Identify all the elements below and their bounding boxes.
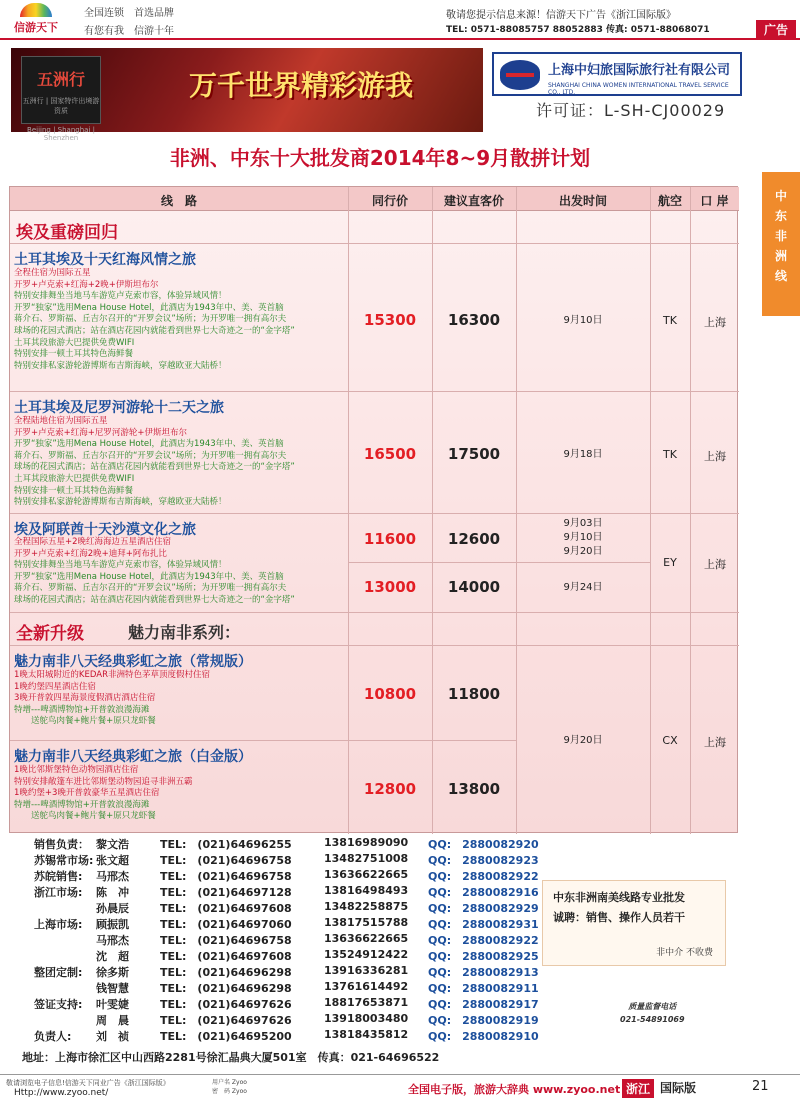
contact-tel: TEL: (021)64696758 (160, 870, 292, 883)
trade-price: 11600 (363, 530, 417, 548)
wuzhouxing-cities: Beijing | Shanghai | Shenzhen (27, 126, 95, 142)
contact-name: 黎文浩 (96, 838, 129, 851)
airline: TK (663, 448, 677, 461)
departure-date: 9月20日 (563, 735, 603, 746)
contact-tel: TEL: (021)64697060 (160, 918, 292, 931)
divider (516, 187, 517, 834)
retail-price: 17500 (447, 445, 501, 463)
route-title: 埃及阿联酋十天沙漠文化之旅 (14, 522, 196, 538)
divider (10, 645, 739, 646)
trade-price: 12800 (363, 780, 417, 798)
departure-date: 9月24日 (563, 582, 603, 593)
contact-name: 徐多斯 (96, 966, 129, 979)
col-trade-price: 同行价 (371, 194, 408, 208)
brand-logo (6, 3, 66, 37)
contact-tel: TEL: (021)64697608 (160, 950, 292, 963)
contact-mob: 13524912422 (324, 948, 409, 961)
contact-qq: QQ: 2880082910 (428, 1030, 539, 1043)
contact-mob: 13636622665 (324, 868, 409, 881)
section-south-africa: 魅力南非系列： (128, 623, 241, 642)
contact-qq: QQ: 2880082919 (428, 1014, 539, 1027)
col-airline: 航空 (657, 194, 682, 208)
contact-tel: TEL: (021)64696255 (160, 838, 292, 851)
page-number: 21 (752, 1079, 769, 1094)
contact-tel: TEL: (021)64697626 (160, 998, 292, 1011)
divider (10, 612, 739, 613)
contact-qq: QQ: 2880082922 (428, 934, 539, 947)
wuzhouxing-sub: 五洲行 | 国家特许出境游资质 (22, 97, 100, 115)
departure-date: 9月10日 (563, 315, 603, 326)
contact-name: 马邢杰 (96, 870, 129, 883)
trade-price: 10800 (363, 685, 417, 703)
contact-name: 叶雯婕 (96, 998, 129, 1011)
divider (10, 513, 739, 514)
header-notice: 敬请您提示信息来源！信游天下广告《浙江国际版》 (446, 10, 676, 21)
contact-name: 马邢杰 (96, 934, 129, 947)
ad-tag: 广告 (756, 20, 796, 39)
contact-role: 浙江市场: (34, 886, 83, 899)
contact-qq: QQ: 2880082925 (428, 950, 539, 963)
contact-mob: 13816498493 (324, 884, 409, 897)
route-details: 全程国际五星+2晚红海海边五星酒店住宿 开罗+卢克索+红海2晚+迪拜+阿布扎比 特别安排舞坐当地马车游览卢克索市容，体验异域风情！ 开罗“独家”选用Mena House Hotel，此酒店为1943年中、美、英首脑 蒋介石、罗斯福、丘吉尔召开的“开罗会议”场所；为开罗唯一拥有高尔夫 球场的花园式酒店；站在酒店花园内就能看到世界七大奇迹之一的“金字塔” (14, 537, 295, 605)
airline: EY (663, 556, 677, 569)
contact-qq: QQ: 2880082920 (428, 838, 539, 851)
company-name: 上海中妇旅国际旅行社有限公司 (548, 63, 731, 78)
wuzhouxing-logo-text: 五洲行 (36, 70, 85, 89)
page-footer (0, 1074, 800, 1100)
company-name-en: SHANGHAI CHINA WOMEN INTERNATIONAL TRAVEL SERVICE CO., LTD. (548, 82, 729, 96)
trade-price: 13000 (363, 578, 417, 596)
sun-logo-icon (20, 3, 52, 17)
contact-mob: 13816989090 (324, 836, 409, 849)
port: 上海 (704, 736, 726, 749)
airline: CX (662, 734, 678, 747)
wuzhouxing-logo (21, 56, 101, 142)
contact-mob: 13482751008 (324, 852, 409, 865)
footer-edition: 国际版 (660, 1081, 697, 1095)
retail-price: 14000 (447, 578, 501, 596)
slogan-1: 全国连锁 首选品牌 (84, 8, 174, 19)
contact-role: 苏皖销售: (34, 870, 83, 883)
col-port: 口 岸 (700, 194, 729, 208)
license-number: 许可证：L-SH-CJ00029 (536, 101, 726, 120)
contact-role: 销售负责： (34, 838, 89, 851)
header-contact: TEL: 0571-88085757 88052883 传真: 0571-88068071 (446, 25, 710, 35)
contact-name: 周 晨 (96, 1014, 129, 1027)
page-title: 非洲、中东十大批发商2014年8~9月散拼计划 (169, 146, 591, 170)
retail-price: 13800 (447, 780, 501, 798)
contact-mob: 13818435812 (324, 1028, 409, 1041)
contact-qq: QQ: 2880082929 (428, 902, 539, 915)
slogan-2: 有您有我 信游十年 (84, 26, 174, 37)
contact-qq: QQ: 2880082923 (428, 854, 539, 867)
contact-mob: 13817515788 (324, 916, 409, 929)
contact-tel: TEL: (021)64697626 (160, 1014, 292, 1027)
trade-price: 15300 (363, 311, 417, 329)
contact-qq: QQ: 2880082916 (428, 886, 539, 899)
footer-slogan: 全国电子版，旅游大辞典 www.zyoo.net (408, 1083, 621, 1096)
contact-tel: TEL: (021)64695200 (160, 1030, 292, 1043)
contact-qq: QQ: 2880082917 (428, 998, 539, 1011)
divider (432, 187, 433, 834)
contact-qq: QQ: 2880082911 (428, 982, 539, 995)
footer-login: 用户名 Zyoo 密 码 Zyoo (212, 1079, 247, 1095)
contact-mob: 18817653871 (324, 996, 409, 1009)
no-fee-text: 非中介 不收费 (656, 948, 713, 958)
retail-price: 11800 (447, 685, 501, 703)
contact-tel: TEL: (021)64696758 (160, 934, 292, 947)
hiring-text: 诚聘：销售、操作人员若干 (553, 911, 685, 924)
section-egypt: 埃及重磅回归 (16, 223, 118, 243)
quality-hotline: 质量监督电话 021-54891069 (620, 1002, 685, 1024)
port: 上海 (704, 316, 726, 329)
port: 上海 (704, 450, 726, 463)
contact-tel: TEL: (021)64696298 (160, 982, 292, 995)
divider (348, 562, 650, 563)
departure-dates: 9月03日 9月10日 9月20日 (563, 518, 603, 557)
retail-price: 16300 (447, 311, 501, 329)
contact-tel: TEL: (021)64697128 (160, 886, 292, 899)
retail-price: 12600 (447, 530, 501, 548)
contact-tel: TEL: (021)64696298 (160, 966, 292, 979)
brand-name: 信游天下 (14, 21, 58, 34)
contact-tel: TEL: (021)64696758 (160, 854, 292, 867)
contact-role: 苏锡常市场: (34, 854, 94, 867)
wholesale-text: 中东非洲南美线路专业批发 (553, 891, 685, 904)
divider (10, 740, 516, 741)
wholesale-box (542, 880, 726, 966)
ad-banner (11, 48, 483, 142)
departure-date: 9月18日 (563, 449, 603, 460)
contact-name: 刘 祯 (96, 1030, 129, 1043)
page-header (0, 0, 800, 40)
airline: TK (663, 314, 677, 327)
contact-name: 沈 超 (96, 950, 129, 963)
route-title: 土耳其埃及尼罗河游轮十二天之旅 (14, 400, 224, 416)
route-details: 1晚太阳城附近的KEDAR非洲特色茅草顶度假村住宿 1晚约堡四星酒店住宿 3晚开普敦四星海景度假酒店酒店住宿 特增---啤酒博物馆+开普敦浪漫海滩 送鸵鸟肉餐+鲍片餐+原只龙虾餐 (14, 670, 210, 727)
contact-qq: QQ: 2880082913 (428, 966, 539, 979)
route-title: 魅力南非八天经典彩虹之旅（常规版） (14, 654, 252, 670)
col-route: 线 路 (160, 194, 197, 208)
route-title: 魅力南非八天经典彩虹之旅（白金版） (14, 749, 252, 765)
footer-url[interactable]: Http://www.zyoo.net/ (14, 1088, 109, 1098)
schedule-table (9, 186, 738, 833)
company-logo-icon (500, 60, 540, 90)
contact-mob: 13636622665 (324, 932, 409, 945)
divider (10, 243, 739, 244)
contact-role: 负责人: (34, 1030, 72, 1043)
col-departure: 出发时间 (558, 194, 607, 208)
route-details: 全程陆地住宿为国际五星 开罗+卢克索+红海+尼罗河游轮+伊斯坦布尔 开罗“独家”选用Mena House Hotel，此酒店为1943年中、美、英首脑 蒋介石、罗斯福、丘吉尔召开的“开罗会议”场所；为开罗唯一拥有高尔夫 球场的花园式酒店；站在酒店花园内就能看到世界七大奇迹之一的“金字塔” 土耳其段旅游大巴提供免费WIFI 特别安排一顿土耳其特色海鲜餐 特别安排私家游轮游博斯布吉斯海峡，穿越欧亚大陆桥！ (14, 416, 295, 508)
col-retail-price: 建议直客价 (443, 194, 504, 208)
footer-notice: 敬请浏览电子信息!信游天下同业广告《浙江国际版》 (6, 1079, 170, 1087)
contact-name: 陈 冲 (96, 886, 129, 899)
contact-mob: 13918003480 (324, 1012, 409, 1025)
contact-name: 顾振凯 (96, 918, 129, 931)
port: 上海 (704, 558, 726, 571)
contact-mob: 13761614492 (324, 980, 409, 993)
route-details: 1晚比邻斯堡特色动物园酒店住宿 特别安排敞篷车进比邻斯堡动物园追寻非洲五霸 1晚约堡+3晚开普敦豪华五星酒店住宿 特增---啤酒博物馆+开普敦浪漫海滩 送鸵鸟肉餐+鲍片餐+原只龙虾餐 (14, 765, 193, 822)
section-new: 全新升级 (16, 624, 84, 644)
footer-region: 浙江 (622, 1079, 654, 1098)
divider (10, 391, 739, 392)
contact-qq: QQ: 2880082931 (428, 918, 539, 931)
contact-name: 张文超 (96, 854, 129, 867)
contact-role: 上海市场: (34, 918, 83, 931)
banner-tagline: 万千世界精彩游我 (189, 69, 414, 102)
address: 地址：上海市徐汇区中山西路2281号徐汇晶典大厦501室 传真：021-64696522 (22, 1051, 440, 1064)
contact-name: 钱智慧 (96, 982, 129, 995)
contact-mob: 13916336281 (324, 964, 409, 977)
route-title: 土耳其埃及十天红海风情之旅 (14, 252, 196, 268)
route-details: 全程住宿为国际五星 开罗+卢克索+红海+2晚+伊斯坦布尔 特别安排舞坐当地马车游览卢克索市容，体验异域风情！ 开罗“独家”选用Mena House Hotel，此酒店为1943年中、美、英首脑 蒋介石、罗斯福、丘吉尔召开的“开罗会议”场所；为开罗唯一拥有高尔夫 球场的花园式酒店；站在酒店花园内就能看到世界七大奇迹之一的“金字塔” 土耳其段旅游大巴提供免费WIFI 特别安排一顿土耳其特色海鲜餐 特别安排私家游轮游博斯布吉斯海峡，穿越欧亚大陆桥！ (14, 268, 295, 371)
contact-qq: QQ: 2880082922 (428, 870, 539, 883)
contact-name: 孙晨辰 (96, 902, 129, 915)
side-tab: 中东非洲线 (762, 172, 800, 316)
trade-price: 16500 (363, 445, 417, 463)
contact-role: 整团定制: (34, 966, 83, 979)
contact-role: 签证支持: (34, 998, 83, 1011)
contact-tel: TEL: (021)64697608 (160, 902, 292, 915)
contact-mob: 13482258875 (324, 900, 409, 913)
company-badge (492, 52, 742, 96)
table-header (10, 187, 739, 211)
